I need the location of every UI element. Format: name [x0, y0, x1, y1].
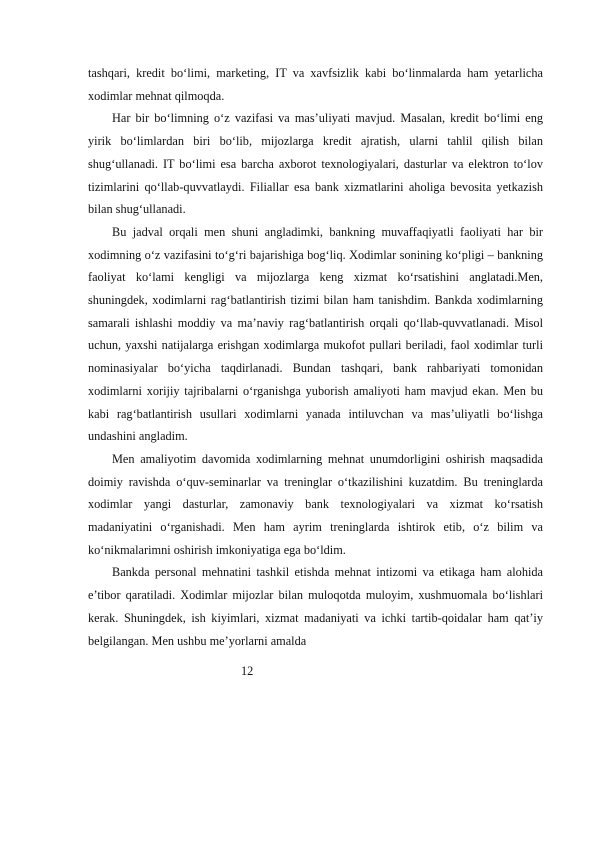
paragraph: Men amaliyotim davomida xodimlarning mehnat unumdorligini oshirish maqsadida doimiy ravishda o‘quv-seminarlar va treninglar o‘tkazilishini kuzatdim. Bu treninglarda xodimlar yangi dasturlar, zamonaviy bank texnologiyalari va xizmat ko‘rsatish madaniyatini o‘rganishadi. Men ham ayrim treninglarda ishtirok etib, o‘z bilim va ko‘nikmalarimni oshirish imkoniyatiga ega bo‘ldim.	[88, 451, 543, 557]
document-body	[88, 62, 543, 678]
page-number: 12	[241, 664, 254, 678]
paragraph: Har bir bo‘limning o‘z vazifasi va mas’uliyati mavjud. Masalan, kredit bo‘limi eng yirik bo‘limlardan biri bo‘lib, mijozlarga kredit ajratish, ularni tahlil qilish bilan shug‘ullanadi. IT bo‘limi esa barcha axborot texnologiyalari, dasturlar va elektron to‘lov tizimlarini qo‘llab-quvvatlaydi. Filiallar esa bank xizmatlarini aholiga bevosita yetkazish bilan shug‘ullanadi.	[88, 111, 543, 217]
paragraph: tashqari, kredit bo‘limi, marketing, IT va xavfsizlik kabi bo‘linmalarda ham yetarlicha xodimlar mehnat qilmoqda.	[88, 66, 543, 103]
paragraph: Bankda personal mehnatini tashkil etishda mehnat intizomi va etikaga ham alohida e’tibor qaratiladi. Xodimlar mijozlar bilan muloqotda muloyim, xushmuomala bo‘lishlari kerak. Shuningdek, ish kiyimlari, xizmat madaniyati va ichki tartib-qoidalar ham qat’iy belgilangan. Men ushbu me’yorlarni amalda	[88, 565, 543, 648]
paragraph: Bu jadval orqali men shuni angladimki, bankning muvaffaqiyatli faoliyati har bir xodimning o‘z vazifasini to‘g‘ri bajarishiga bog‘liq. Xodimlar sonining ko‘pligi – bankning faoliyat ko‘lami kengligi va mijozlarga keng xizmat ko‘rsatishini anglatadi.Men, shuningdek, xodimlarni rag‘batlantirish tizimi bilan ham tanishdim. Bankda xodimlarning samarali ishlashi moddiy va ma’naviy rag‘batlantirish orqali qo‘llab-quvvatlanadi. Misol uchun, yaxshi natijalarga erishgan xodimlarga mukofot pullari beriladi, faol xodimlar turli nominasiyalar bo‘yicha taqdirlanadi. Bundan tashqari, bank rahbariyati tomonidan xodimlarni xorijiy tajribalarni o‘rganishga yuborish amaliyoti ham mavjud ekan. Men bu kabi rag‘batlantirish usullari xodimlarni yanada intiluvchan va mas’uliyatli bo‘lishga undashini angladim.	[88, 224, 543, 444]
